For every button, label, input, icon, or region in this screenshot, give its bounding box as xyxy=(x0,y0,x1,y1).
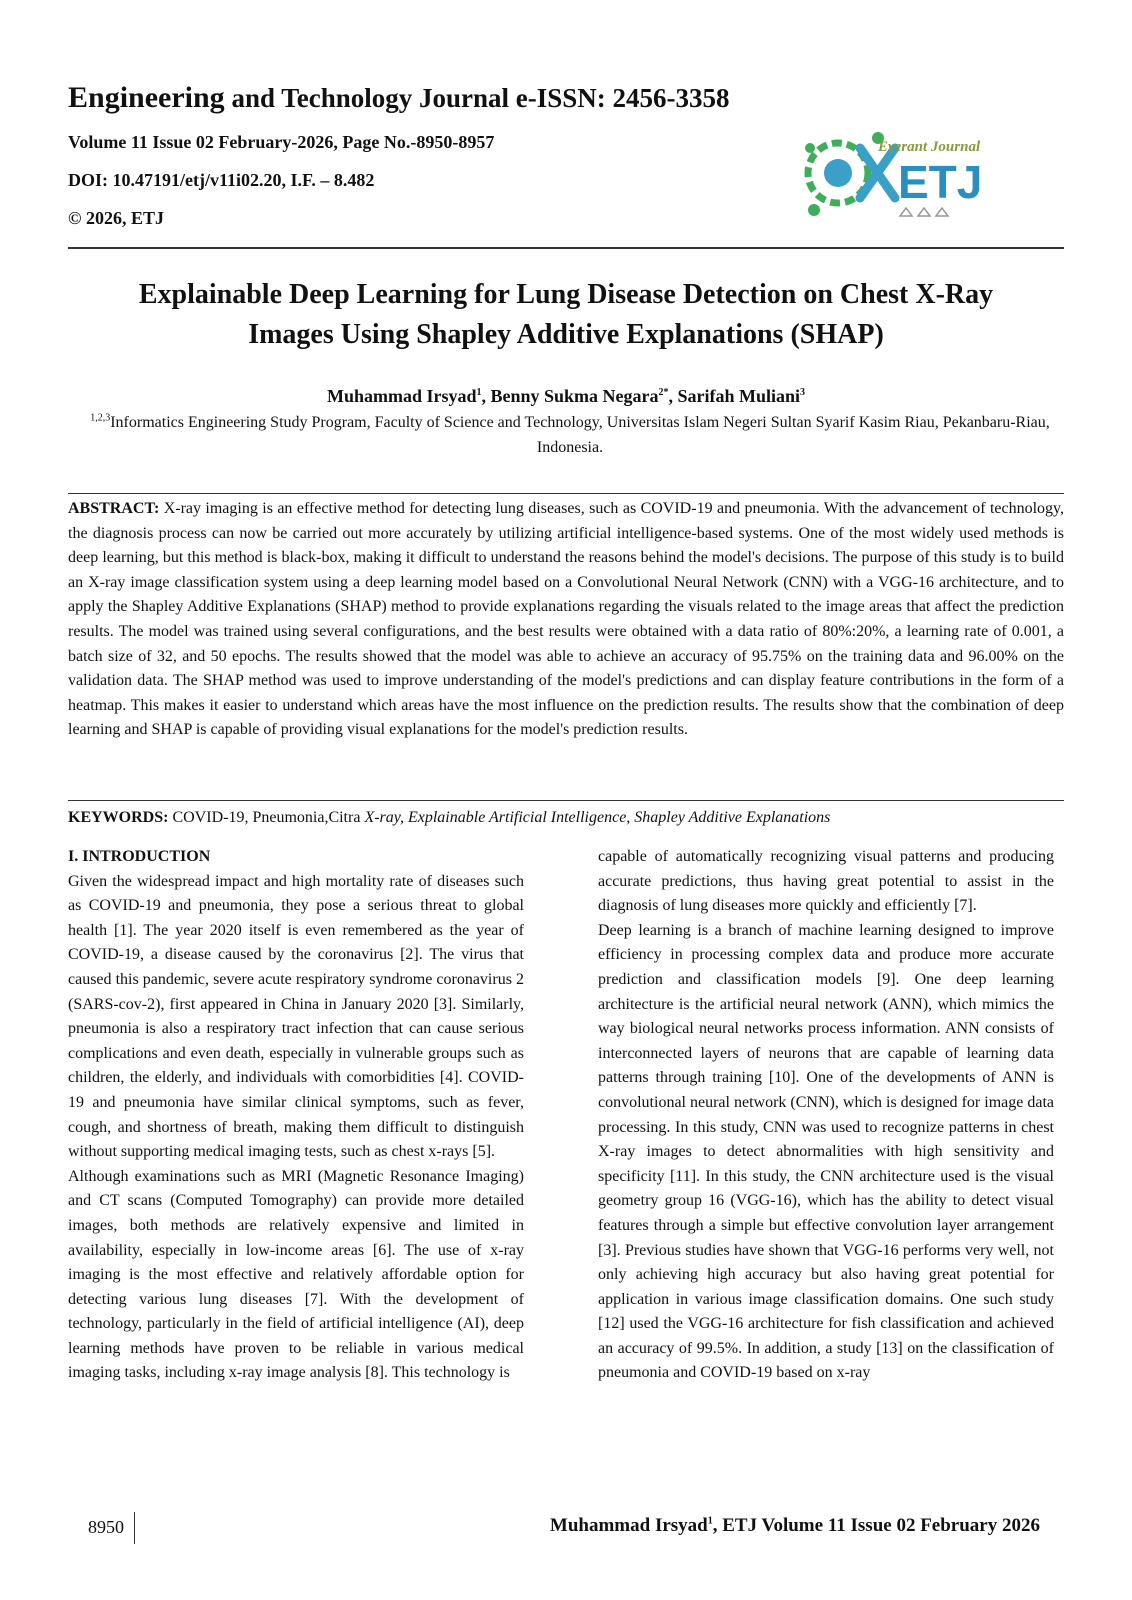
left-column xyxy=(68,845,524,1386)
page-number: 8950 xyxy=(88,1517,124,1537)
footer-divider xyxy=(134,1512,135,1544)
intro-paragraph-3: capable of automatically recognizing visual patterns and producing accurate predictions, thus having great potential to assist in the diagnosis of lung diseases more quickly and efficiently [7]. xyxy=(598,848,1054,915)
paper-title: Explainable Deep Learning for Lung Disease Detection on Chest X-Ray Images Using Shapley Additive Explanations (SHAP) xyxy=(138,279,994,350)
keywords-label: KEYWORDS: xyxy=(68,809,169,826)
etj-logo xyxy=(800,118,1010,228)
intro-paragraph-1: Given the widespread impact and high mortality rate of diseases such as COVID-19 and pneumonia, they pose a serious threat to global health [1]. The year 2020 itself is even remembered as the year of COVID-19, a disease caused by the coronavirus [2]. The virus that caused this pandemic, severe acute respiratory syndrome coronavirus 2 (SARS-cov-2), first appeared in China in January 2020 [3]. Similarly, pneumonia is also a respiratory tract infection that can cause serious complications and even death, especially in vulnerable groups such as children, the elderly, and individuals with comorbidities [4]. COVID-19 and pneumonia have similar clinical symptoms, such as fever, cough, and shortness of breath, making them difficult to distinguish without supporting medical imaging tests, such as chest x-rays [5]. xyxy=(68,872,524,1161)
header-divider xyxy=(68,247,1064,249)
abstract-bottom-rule xyxy=(68,800,1064,801)
author-list: Muhammad Irsyad$^1$, Benny Sukma Negara$^{2*}$, Sarifah Muliani$^3$ xyxy=(326,386,806,406)
volume-line: Volume 11 Issue 02 February-2026, Page No.-8950-8957 xyxy=(68,132,495,152)
section-heading-introduction: I. INTRODUCTION xyxy=(68,848,211,865)
svg-text:ETJ: ETJ xyxy=(898,156,983,208)
keywords: KEYWORDS: COVID-19, Pneumonia,Citra X-ray, Explainable Artificial Intelligence, Shapley Additive Explanations xyxy=(68,809,831,826)
author-3: Sarifah Muliani xyxy=(677,386,801,406)
author-1: Muhammad Irsyad xyxy=(326,386,477,406)
abstract-top-rule xyxy=(68,493,1064,494)
running-footer: Muhammad Irsyad$^1$, ETJ Volume 11 Issue 02 February 2026 xyxy=(549,1515,1040,1536)
abstract xyxy=(68,497,1064,743)
abstract-label: ABSTRACT: xyxy=(68,500,160,517)
svg-text:Everant Journal: Everant Journal xyxy=(878,139,981,155)
intro-paragraph-2: Although examinations such as MRI (Magnetic Resonance Imaging) and CT scans (Computed Tomography) can provide more detailed images, both methods are relatively expensive and limited in availability, especially in low-income areas [6]. The use of x-ray imaging is the most effective and relatively affordable option for detecting various lung diseases [7]. With the development of technology, particularly in the field of artificial intelligence (AI), deep learning methods have proven to be reliable in various medical imaging tasks, including x-ray image analysis [8]. This technology is xyxy=(68,1167,524,1382)
doi-line: DOI: 10.47191/etj/v11i02.20, I.F. – 8.482 xyxy=(68,170,375,190)
journal-title: Engineering and Technology Journal e-ISSN: 2456-3358 xyxy=(68,81,730,114)
right-column xyxy=(598,845,1054,1386)
journal-header xyxy=(68,80,1068,116)
affiliation: $^{1,2,3}$Informatics Engineering Study Program, Faculty of Science and Technology, Universitas Islam Negeri Sultan Syarif Kasim Riau, Pekanbaru-Riau, Indonesia. xyxy=(90,412,1050,456)
etj-logo-graphic xyxy=(800,118,1010,228)
author-2: Benny Sukma Negara xyxy=(490,386,659,406)
copyright-line: © 2026, ETJ xyxy=(68,208,164,228)
abstract-text: X-ray imaging is an effective method for detecting lung diseases, such as COVID-19 and pneumonia. With the advancement of technology, the diagnosis process can now be carried out more accurately by utilizing artificial intelligence-based systems. One of the most widely used methods is deep learning, but this method is black-box, making it difficult to understand the reasons behind the model's decisions. The purpose of this study is to build an X-ray image classification system using a deep learning model based on a Convolutional Neural Network (CNN) with a VGG-16 architecture, and to apply the Shapley Additive Explanations (SHAP) method to provide explanations regarding the visuals related to the image areas that affect the prediction results. The model was trained using several configurations, and the best results were obtained with a data ratio of 80%:20%, a learning rate of 0.001, a batch size of 32, and 50 epochs. The results showed that the model was able to achieve an accuracy of 95.75% on the training data and 96.00% on the validation data. The SHAP method was used to improve understanding of the model's predictions and can display feature contributions in the form of a heatmap. This makes it easier to understand which areas have the most influence on the prediction results. The results show that the combination of deep learning and SHAP is capable of providing visual explanations for the model's prediction results. xyxy=(68,500,1064,739)
intro-paragraph-4: Deep learning is a branch of machine learning designed to improve efficiency in processing complex data and produce more accurate prediction and classification models [9]. One deep learning architecture is the artificial neural network (ANN), which mimics the way biological neural networks process information. ANN consists of interconnected layers of neurons that are capable of learning data patterns through training [10]. One of the developments of ANN is convolutional neural network (CNN), which is designed for image data processing. In this study, CNN was used to recognize patterns in chest X-ray images to detect abnormalities with high sensitivity and specificity [11]. In this study, the CNN architecture used is the visual geometry group 16 (VGG-16), which has the ability to detect visual features through a simple but effective convolution layer arrangement [3]. Previous studies have shown that VGG-16 performs very well, not only achieving high accuracy but also having great potential for application in various image classification domains. One such study [12] used the VGG-16 architecture for fish classification and achieved an accuracy of 99.5%. In addition, a study [13] on the classification of pneumonia and COVID-19 based on x-ray xyxy=(598,921,1054,1382)
